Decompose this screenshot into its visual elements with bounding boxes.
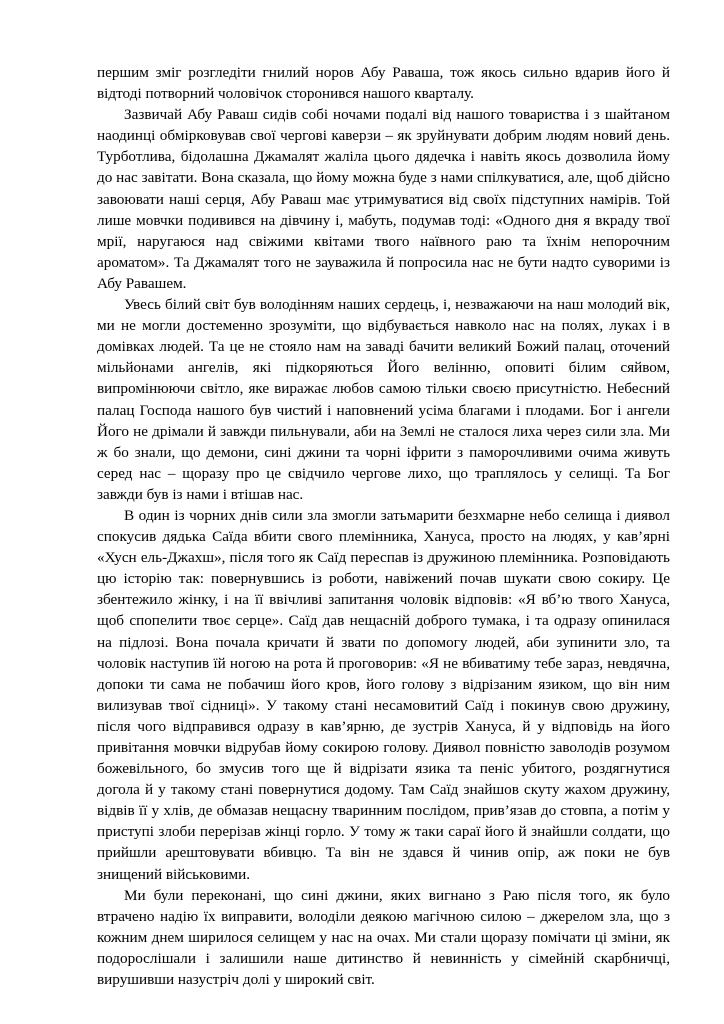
paragraph-2: Зазвичай Абу Раваш сидів собі ночами подалі від нашого товариства і з шайтаном наодинці обмірковував свої чергові каверзи – як зруйнувати добрим людям новий день. Турботлива, бідолашна Джамалят жаліла цього дядечка і навіть якось дозволила йому до нас завітати. Вона сказала, що йому можна буде з нами спілкуватися, але, щоб дійсно завоювати наші серця, Абу Раваш має утримуватися від своїх підступних намірів. Той лише мовчки подивився на дівчину і, мабуть, подумав тоді: «Одного дня я вкраду твої мрії, наругаюся над свіжими квітами твого наївного раю та їхнім непорочним ароматом». Та Джамалят того не зауважила й попросила нас не бути надто суворими із Абу Равашем. (97, 106, 670, 292)
paragraph-5: Ми були переконані, що сині джини, яких вигнано з Раю після того, як було втрачено надію їх виправити, володіли деякою магічною силою – джерелом зла, що з кожним днем ширилося селищем у нас на очах. Ми стали щоразу помічати ці зміни, як подорослішали і залишили наше дитинство й невинність у сімейній скарбничці, вирушивши назустріч долі у широкий світ. (97, 886, 670, 989)
page-text-block (97, 62, 670, 990)
paragraph-3: Увесь білий світ був володінням наших сердець, і, незважаючи на наш молодий вік, ми не могли достеменно зрозуміти, що відбувається навколо нас на полях, луках і в домівках людей. Та це не стояло нам на заваді бачити великий Божий палац, оточений мільйонами ангелів, які підкоряються Його велінню, оповиті білим сяйвом, випромінюючи світло, яке виражає любов самою тільки своєю присутністю. Небесний палац Господа нашого був чистий і наповнений усіма благами і плодами. Бог і ангели Його не дрімали й завжди пильнували, аби на Землі не сталося лиха через сили зла. Ми ж бо знали, що демони, сині джини та чорні іфрити з паморочливими очима живуть серед нас – щоразу про це свідчило чергове лихо, що траплялось у селищі. Та Бог завжди був із нами і втішав нас. (97, 296, 670, 503)
paragraph-1: першим зміг розгледіти гнилий норов Абу Раваша, тож якось сильно вдарив його й відтоді потворний чоловічок сторонився нашого кварталу. (97, 64, 670, 103)
paragraph-4: В один із чорних днів сили зла змогли затьмарити безхмарне небо селища і диявол спокусив дядька Саїда вбити свого племінника, Хануса, просто на людях, у кав’ярні «Хусн ель-Джахш», після того як Саїд переспав із дружиною племінника. Розповідають цю історію так: повернувшись із роботи, навіжений почав шукати свою сокиру. Це збентежило жінку, і на її ввічливі запитання чоловік відповів: «Я вб’ю твого Хануса, щоб спопелити твоє серце». Саїд дав нещасній доброго тумака, і та одразу опинилася на підлозі. Вона почала кричати й звати по допомогу людей, аби зупинити зло, та чоловік наступив їй ногою на рота й проговорив: «Я не вбиватиму тебе зараз, невдячна, допоки ти сама не побачиш його кров, його голову з відрізаним язиком, що він ним вилизував твої сідниці». У такому стані несамовитий Саїд і покинув свою дружину, після чого відправився одразу в кав’ярню, де зустрів Хануса, й у відповідь на його привітання мовчки відрубав йому сокирою голову. Диявол повністю заволодів розумом божевільного, бо змусив того ще й відрізати язика та пеніс убитого, роздягнутися догола й у такому стані повернутися додому. Там Саїд знайшов скуту жахом дружину, відвів її у хлів, де обмазав нещасну тваринним послідом, прив’язав до стовпа, а потім у приступі злоби перерізав жінці горло. У тому ж таки сараї його й знайшли солдати, що прийшли арештовувати вбивцю. Та він не здався й чинив опір, аж поки не був знищений військовими. (97, 506, 670, 883)
